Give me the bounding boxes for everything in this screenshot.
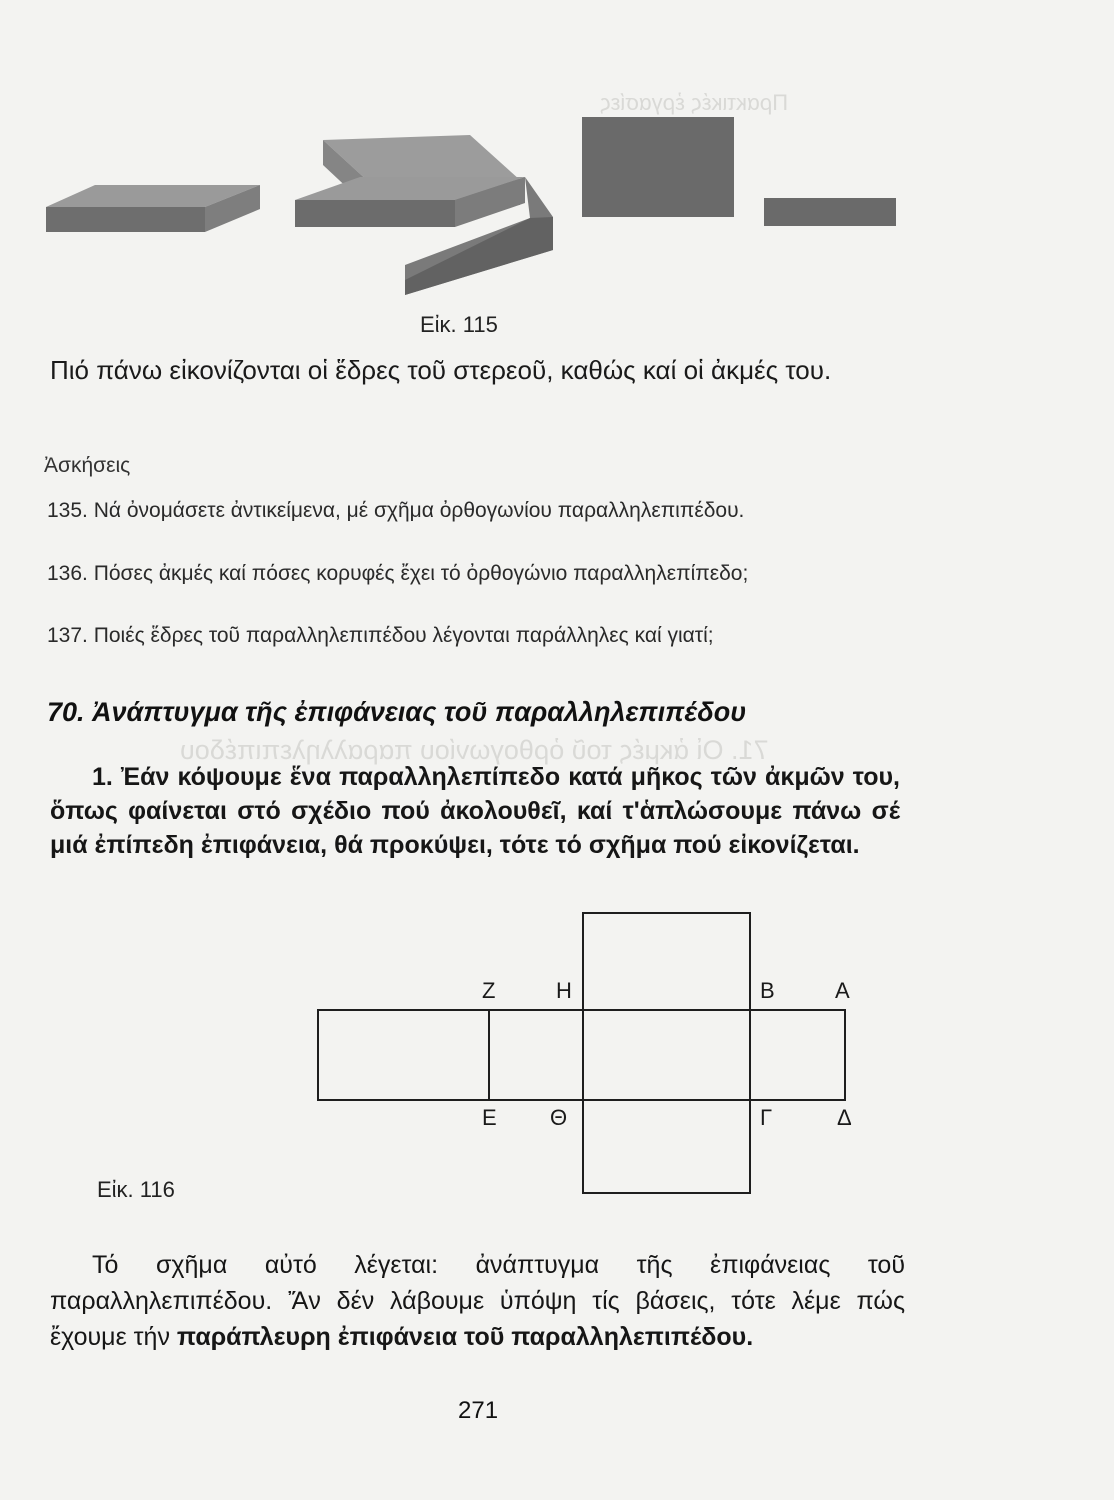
exercise-135: 135. Νά ὀνομάσετε ἀντικείμενα, μέ σχῆμα ὀρθογωνίου παραλληλεπιπέδου. (47, 499, 745, 522)
net-face-top (583, 913, 750, 1010)
section-paragraph: 1. Ἐάν κόψουμε ἕνα παραλληλεπίπεδο κατά μῆκος τῶν ἀκμῶν του, ὅπως φαίνεται στό σχέδιο πού ἀκολουθεῖ, καί τ'ἁπλώσουμε πάνω σέ μιά ἐπίπεδη ἐπιφάνεια, θά προκύψει, τότε τό σχῆμα πού εἰκονίζεται. (50, 763, 900, 859)
label-H: Η (556, 978, 572, 1003)
bleed-through: Πρακτικές ἐργασίες (600, 90, 789, 115)
exercises-heading: Ἀσκήσεις (44, 454, 131, 477)
label-Z: Ζ (482, 978, 496, 1003)
conclusion-bold-term: παράπλευρη ἐπιφάνεια τοῦ παραλληλεπιπέδου. (176, 1323, 754, 1351)
side-panel-edge (405, 217, 553, 295)
conclusion-paragraph (50, 1247, 905, 1355)
intro-paragraph: Πιό πάνω εἰκονίζονται οἱ ἕδρες τοῦ στερεοῦ, καθώς καί οἱ ἀκμές του. (50, 355, 832, 385)
figure-115-caption: Εἰκ. 115 (420, 312, 498, 337)
page-number: 271 (458, 1397, 499, 1424)
label-G: Γ (760, 1105, 773, 1130)
slab-front-face (46, 207, 205, 232)
net-face-zhe (489, 1010, 583, 1100)
upright-panel (582, 117, 734, 217)
conclusion-text: Τό σχῆμα αὐτό λέγεται: ἀνάπτυγμα τῆς ἐπιφάνειας τοῦ παραλληλεπιπέδου. Ἄν δέν λάβουμε ὑπόψη τίς βάσεις, τότε λέμε πώς ἔχουμε τήν (50, 1251, 905, 1351)
label-A: Α (835, 978, 850, 1003)
label-D: Δ (837, 1105, 852, 1130)
net-face-bottom (583, 1100, 750, 1193)
section-title: 70. Ἀνάπτυγμα τῆς ἐπιφάνειας τοῦ παραλληλεπιπέδου (47, 697, 747, 727)
base-front-face (295, 200, 455, 227)
figure-115-drawing (40, 105, 900, 305)
net-face-center (583, 1010, 750, 1100)
label-TH: Θ (550, 1105, 568, 1130)
bleed-through: 71. Οἱ ἀκμές τοῦ ὀρθογωνίου παραλληλεπιπέδου (180, 735, 769, 765)
net-face-right (750, 1010, 845, 1100)
exercise-137: 137. Ποιές ἕδρες τοῦ παραλληλεπιπέδου λέγονται παράλληλες καί γιατί; (47, 624, 714, 647)
figure-116-caption: Εἰκ. 116 (97, 1177, 175, 1202)
label-E: Ε (482, 1105, 497, 1130)
figure-116-net (310, 905, 870, 1205)
net-face-left (318, 1010, 489, 1100)
exercise-136: 136. Πόσες ἀκμές καί πόσες κορυφές ἔχει τό ὀρθογώνιο παραλληλεπίπεδο; (47, 562, 749, 585)
label-B: Β (760, 978, 775, 1003)
right-slab (764, 198, 896, 226)
